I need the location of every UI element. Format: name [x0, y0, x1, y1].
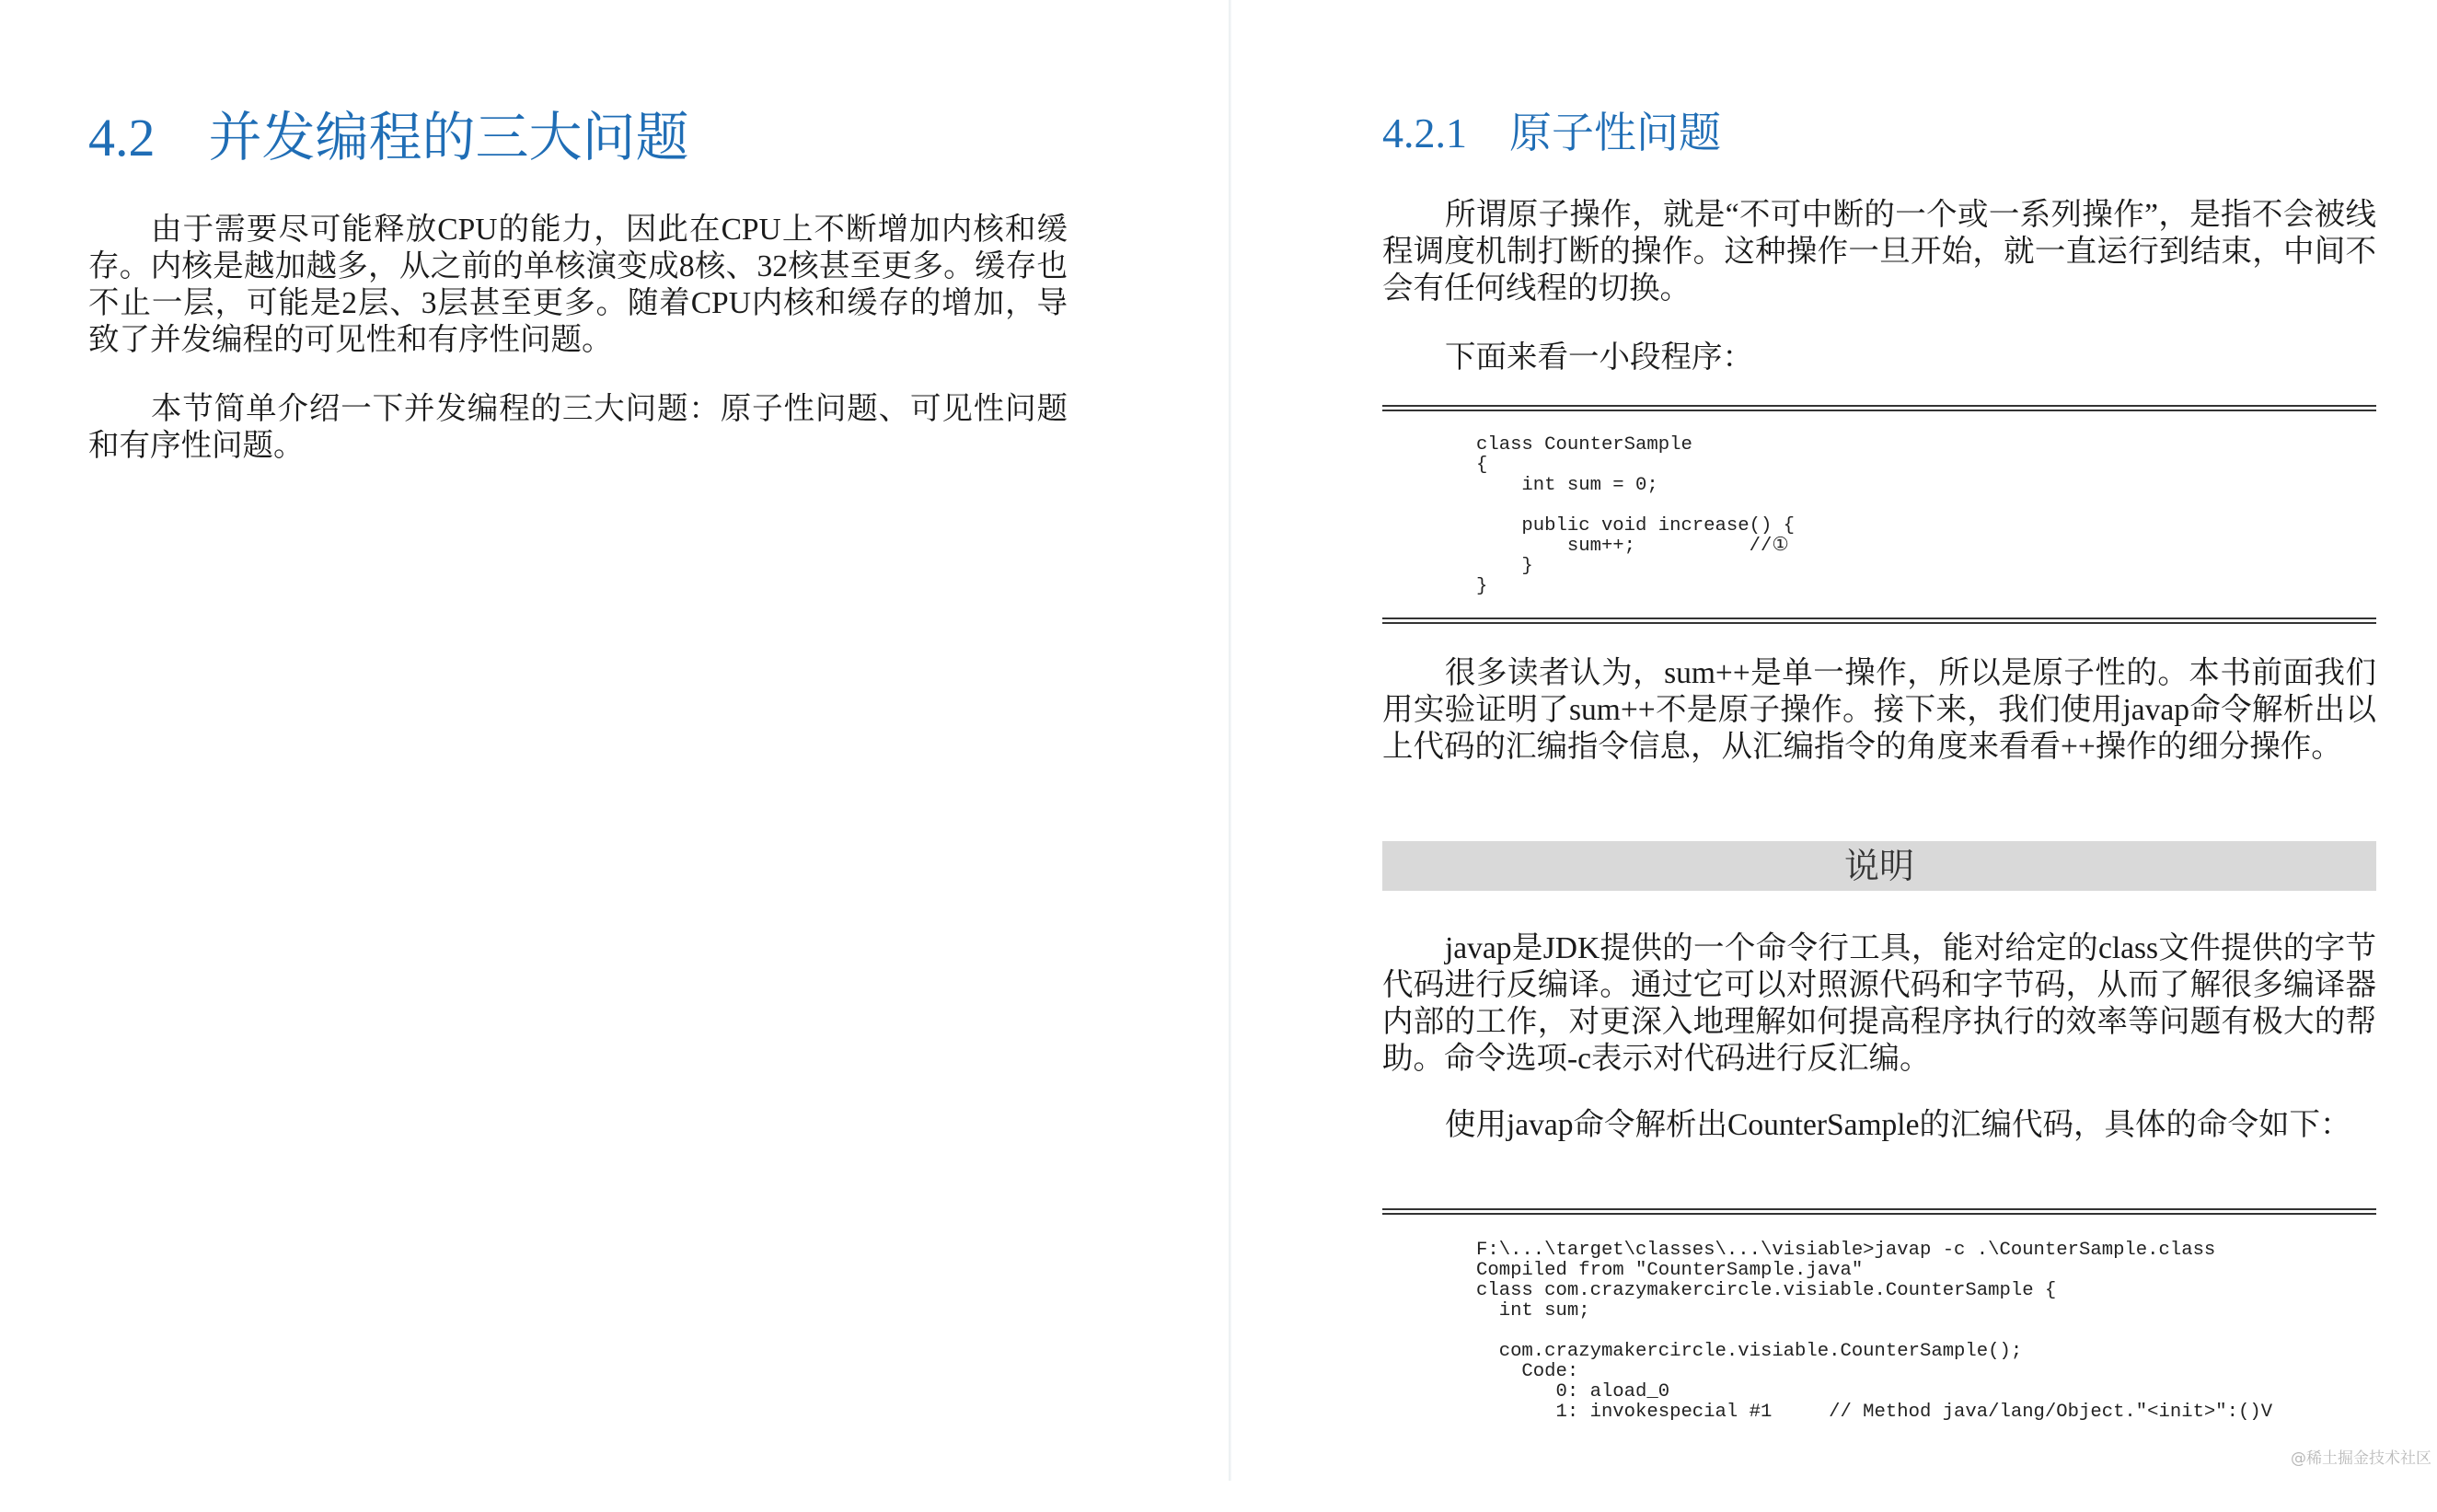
watermark: @稀土掘金技术社区	[2291, 1449, 2431, 1468]
right-page	[1231, 0, 2437, 1481]
analysis-paragraph: 很多读者认为，sum++是单一操作，所以是原子性的。本书前面我们用实验证明了sum++不是原子操作。接下来，我们使用javap命令解析出以上代码的汇编指令信息，从汇编指令的角度来看看++操作的细分操作。	[1382, 656, 2376, 764]
intro-paragraph: 由于需要尽可能释放CPU的能力，因此在CPU上不断增加内核和缓存。内核是越加越多，从之前的单核演变成8核、32核甚至更多。缓存也不止一层，可能是2层、3层甚至更多。随着CPU内核和缓存的增加，导致了并发编程的可见性和有序性问题。	[88, 213, 1068, 357]
program-lead-paragraph: 下面来看一小段程序：	[1445, 340, 1753, 375]
section-number: 4.2	[88, 108, 156, 167]
subsection-title: 原子性问题	[1509, 110, 1721, 156]
javap-note-paragraph: javap是JDK提供的一个命令行工具，能对给定的class文件提供的字节代码进行反编译。通过它可以对照源代码和字节码，从而了解很多编译器内部的工作，对更深入地理解如何提高程序执行的效率等问题有极大的帮助。命令选项-c表示对代码进行反汇编。	[1382, 931, 2376, 1076]
javap-output-code: F:\...\target\classes\...\visiable>javap -c .\CounterSample.class Compiled from "CounterSample.java" class com.crazymakercircle.visiable.CounterSample { int sum; com.crazymakercircle.visiable.CounterSample(); Code: 0: aload_0 1: invokespecial #1 // Method java/lang/Object."<init>":()V	[1476, 1240, 2273, 1423]
note-header: 说明	[1382, 841, 2376, 891]
javap-output-code-block	[1382, 1208, 2376, 1512]
subsection-heading	[1382, 103, 1721, 164]
section-title: 并发编程的三大问题	[208, 108, 689, 167]
counter-sample-code: class CounterSample { int sum = 0; public void increase() { sum++; //① } }	[1476, 434, 1796, 597]
summary-paragraph: 本节简单介绍一下并发编程的三大问题：原子性问题、可见性问题和有序性问题。	[88, 392, 1068, 463]
left-page	[0, 0, 1230, 1481]
atomic-definition-paragraph: 所谓原子操作，就是“不可中断的一个或一系列操作”，是指不会被线程调度机制打断的操作。这种操作一旦开始，就一直运行到结束，中间不会有任何线程的切换。	[1382, 198, 2376, 306]
section-heading	[88, 103, 689, 173]
counter-sample-code-block	[1382, 405, 2376, 624]
subsection-number: 4.2.1	[1382, 110, 1467, 156]
javap-command-paragraph: 使用javap命令解析出CounterSample的汇编代码，具体的命令如下：	[1445, 1108, 2351, 1142]
